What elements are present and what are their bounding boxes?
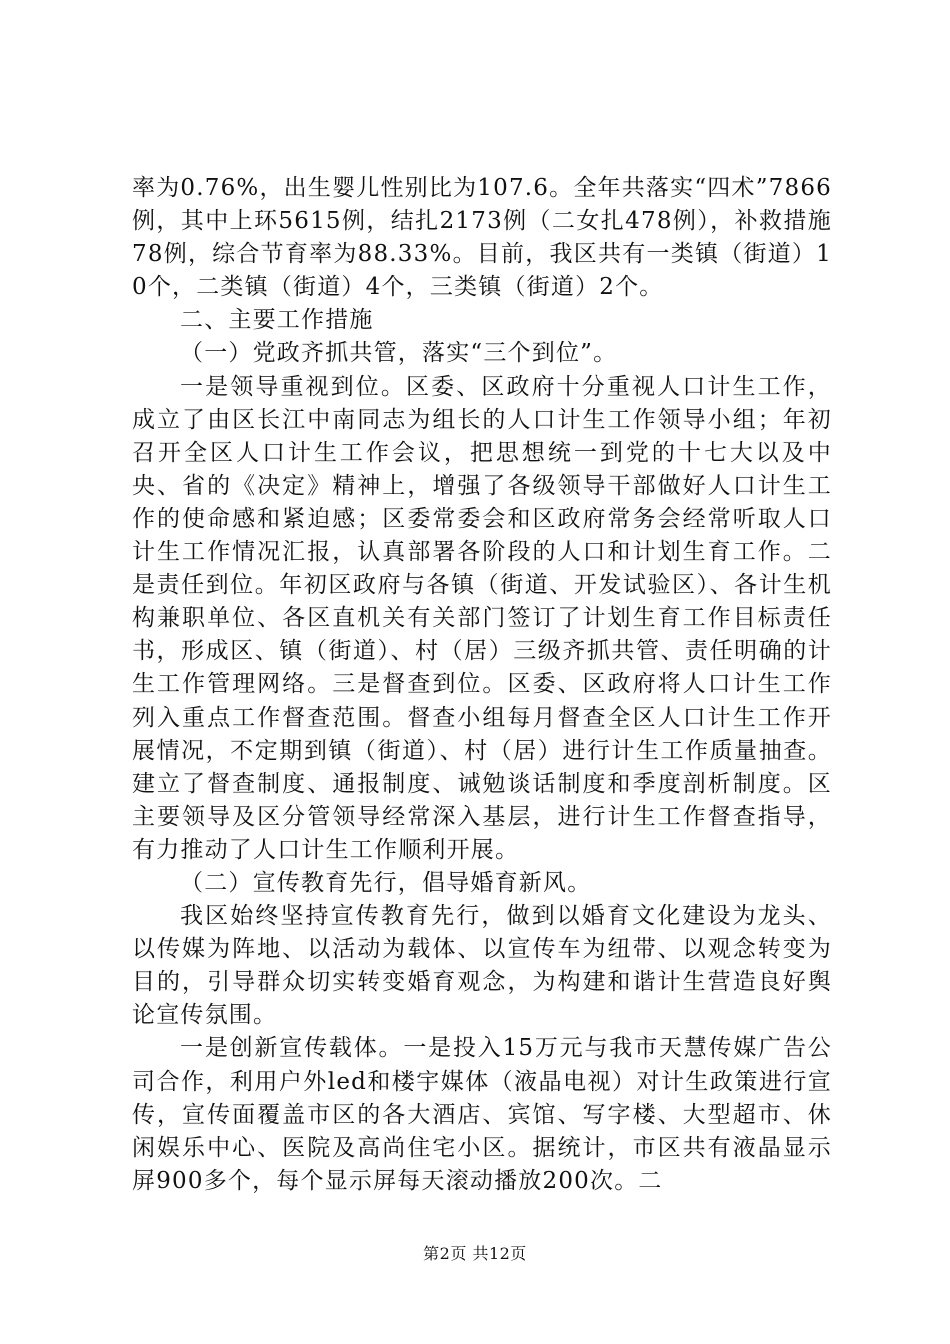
subheading-party-government: （一）党政齐抓共管，落实“三个到位”。 (180, 340, 618, 367)
paragraph-statistics: 率为0.76%，出生婴儿性别比为107.6。全年共落实“四术”7866例，其中上环5615例，结扎2173例（二女扎478例），补救措施78例，综合节育率为88.33%。目前，我区共有一类镇（街道）10个，二类镇（街道）4个，三类镇（街道）2个。 (132, 175, 832, 301)
section-heading-main-measures: 二、主要工作措施 (180, 307, 374, 334)
subheading-publicity-education: （二）宣传教育先行，倡导婚育新风。 (180, 869, 592, 896)
paragraph-leadership: 一是领导重视到位。区委、区政府十分重视人口计生工作，成立了由区长江中南同志为组长的人口计生工作领导小组；年初召开全区人口计生工作会议，把思想统一到党的十七大以及中央、省的《决定》精神上，增强了各级领导干部做好人口计生工作的使命感和紧迫感；区委常委会和区政府常务会经常听取人口计生工作情况汇报，认真部署各阶段的人口和计划生育工作。二是责任到位。年初区政府与各镇（街道、开发试验区）、各计生机构兼职单位、各区直机关有关部门签订了计划生育工作目标责任书，形成区、镇（街道）、村（居）三级齐抓共管、责任明确的计生工作管理网络。三是督查到位。区委、区政府将人口计生工作列入重点工作督查范围。督查小组每月督查全区人口计生工作开展情况，不定期到镇（街道）、村（居）进行计生工作质量抽查。建立了督查制度、通报制度、诫勉谈话制度和季度剖析制度。区主要领导及区分管领导经常深入基层，进行计生工作督查指导，有力推动了人口计生工作顺利开展。 (132, 373, 832, 863)
page-footer: 第2页 共12页 (423, 1244, 527, 1263)
paragraph-publicity-intro: 我区始终坚持宣传教育先行，做到以婚育文化建设为龙头、以传媒为阵地、以活动为载体、以宣传车为纽带、以观念转变为目的，引导群众切实转变婚育观念，为构建和谐计生营造良好舆论宣传氛围。 (132, 903, 832, 1029)
document-body (132, 172, 832, 1198)
paragraph-publicity-carriers: 一是创新宣传载体。一是投入15万元与我市天慧传媒广告公司合作，利用户外led和楼宇媒体（液晶电视）对计生政策进行宣传，宣传面覆盖市区的各大酒店、宾馆、写字楼、大型超市、休闲娱乐中心、医院及高尚住宅小区。据统计，市区共有液晶显示屏900多个，每个显示屏每天滚动播放200次。二 (132, 1035, 832, 1194)
